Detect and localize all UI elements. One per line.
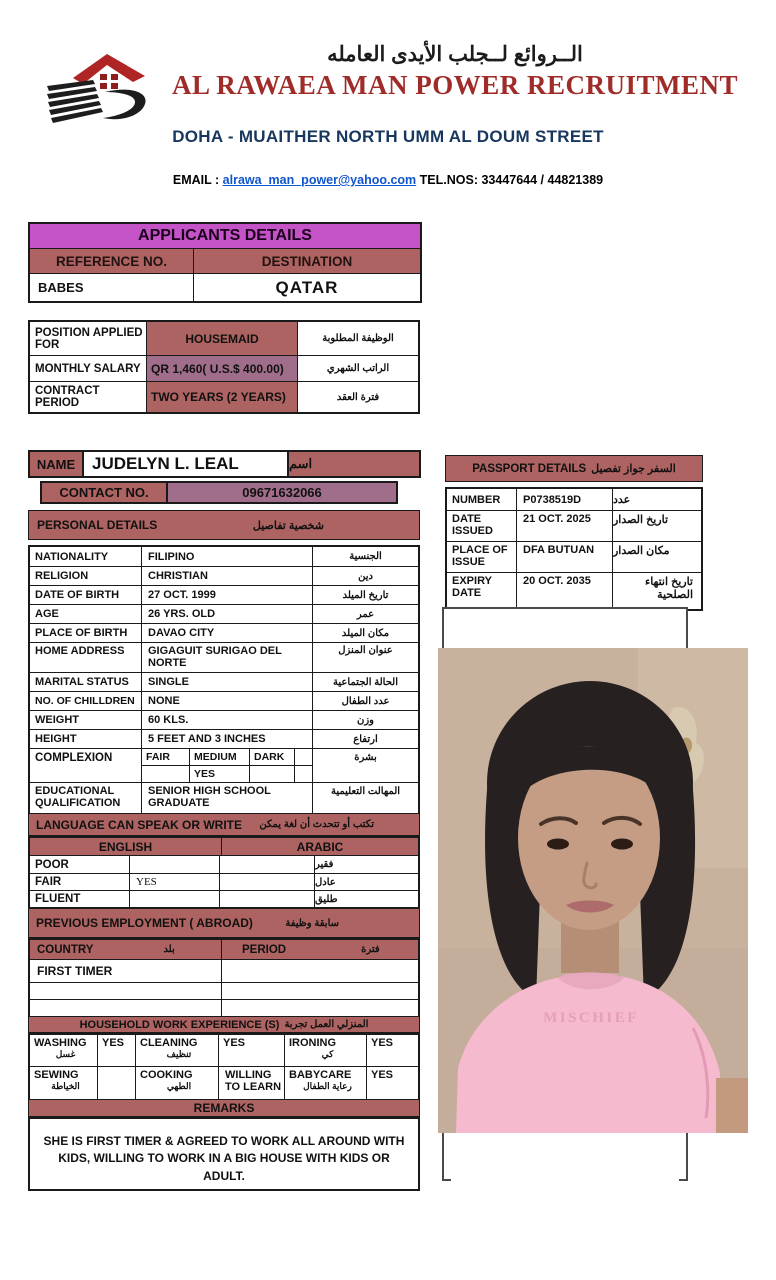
language-level-arabic: فقير <box>315 859 334 870</box>
household-title-arabic: المنزلي العمل تجربة <box>284 1019 369 1030</box>
work-answer: YES <box>98 1035 136 1066</box>
remarks-header: REMARKS <box>28 1099 420 1117</box>
email-label: EMAIL : <box>172 173 220 187</box>
country-header-arabic: بلد <box>163 944 175 955</box>
work-answer: YES <box>219 1035 285 1066</box>
language-level-arabic: طليق <box>315 893 338 905</box>
complexion-option: MEDIUM <box>190 749 250 765</box>
passport-field-arabic: مكان الصدار <box>613 545 670 557</box>
work-skill: BABYCARE <box>289 1069 352 1081</box>
work-skill-arabic: الخياطة <box>51 1081 80 1091</box>
language-level: FAIR <box>30 874 130 890</box>
language-header <box>28 813 420 836</box>
employment-country <box>30 1000 222 1016</box>
english-column-header: ENGLISH <box>30 838 222 855</box>
passport-field-label: PLACE OF ISSUE <box>447 542 517 572</box>
field-arabic: دين <box>358 570 373 582</box>
work-answer: WILLING TO LEARN <box>219 1067 285 1099</box>
name-label: NAME <box>30 452 84 476</box>
field-label: MARITAL STATUS <box>30 673 142 691</box>
employment-country: FIRST TIMER <box>30 960 222 982</box>
education-row <box>30 782 418 817</box>
field-arabic: ارتفاع <box>353 733 378 745</box>
field-label: PLACE OF BIRTH <box>30 624 142 642</box>
field-value: NONE <box>142 692 313 710</box>
salary-label: MONTHLY SALARY <box>30 356 147 381</box>
company-address: DOHA - MUAITHER NORTH UMM AL DOUM STREET <box>172 127 604 146</box>
passport-field-label: EXPIRY DATE <box>447 573 517 609</box>
passport-field-value: P0738519D <box>517 489 613 510</box>
field-label: HOME ADDRESS <box>30 643 142 672</box>
name-row <box>28 450 421 478</box>
header-arabic-title: الــروائع لــجلب الأيدى العامله <box>327 43 583 66</box>
field-value: DAVAO CITY <box>142 624 313 642</box>
passport-field-value: 21 OCT. 2025 <box>517 511 613 541</box>
complexion-option: DARK <box>250 749 295 765</box>
language-english-value: YES <box>130 874 220 890</box>
employment-period <box>222 960 418 982</box>
position-label: POSITION APPLIED FOR <box>30 322 147 355</box>
household-title: HOUSEHOLD WORK EXPERIENCE (S) <box>79 1018 280 1031</box>
salary-arabic: الراتب الشهري <box>326 363 390 374</box>
field-label: DATE OF BIRTH <box>30 586 142 604</box>
language-level-arabic: عادل <box>315 876 336 888</box>
field-value: 26 YRS. OLD <box>142 605 313 623</box>
passport-field-arabic: عدد <box>613 494 631 506</box>
passport-field-label: NUMBER <box>447 489 517 510</box>
work-skill: WASHING <box>34 1037 87 1049</box>
household-table <box>28 1033 420 1101</box>
complexion-option: FAIR <box>142 749 190 765</box>
company-name: AL RAWAEA MAN POWER RECRUITMENT <box>171 70 739 100</box>
language-english-value <box>130 856 220 873</box>
work-skill: SEWING <box>34 1069 79 1081</box>
previous-employment-title-arabic: سابقة وظيفة <box>285 917 339 929</box>
passport-field-arabic: تاريخ انتهاء الصلحية <box>645 576 693 601</box>
previous-employment-table <box>28 938 420 1018</box>
employment-period <box>222 1000 418 1016</box>
field-label: HEIGHT <box>30 730 142 748</box>
contract-label: CONTRACT PERIOD <box>30 382 147 412</box>
complexion-answer <box>250 766 295 782</box>
field-arabic: عنوان المنزل <box>338 645 393 656</box>
passport-title: PASSPORT DETAILS <box>472 462 587 475</box>
language-table <box>28 836 420 909</box>
work-skill-arabic: رعاية الطفال <box>303 1081 352 1091</box>
applicants-details-table <box>28 222 422 303</box>
field-arabic: الجنسية <box>349 551 382 562</box>
passport-field-arabic: تاريخ الصدار <box>613 514 669 526</box>
remarks-text: SHE IS FIRST TIMER & AGREED TO WORK ALL AROUND WITH KIDS, WILLING TO WORK IN A BIG HOUSE WITH KIDS OR ADULT. <box>28 1117 420 1191</box>
language-arabic-value <box>220 891 315 907</box>
tel-numbers: TEL.NOS: 33447644 / 44821389 <box>419 173 604 187</box>
contract-value: TWO YEARS (2 YEARS) <box>147 382 298 412</box>
contact-row <box>40 481 398 504</box>
employment-period <box>222 983 418 999</box>
field-label: RELIGION <box>30 567 142 585</box>
household-header <box>28 1016 420 1033</box>
personal-details-title: PERSONAL DETAILS <box>37 518 158 532</box>
passport-header <box>445 455 703 482</box>
period-header: PERIOD <box>242 943 287 956</box>
complexion-answer: YES <box>190 766 250 782</box>
contract-arabic: فترة العقد <box>336 391 380 403</box>
language-arabic-value <box>220 856 315 873</box>
work-skill-arabic: تنظيف <box>166 1049 192 1059</box>
work-skill-arabic: غسل <box>55 1049 76 1059</box>
salary-value: QR 1,460( U.S.$ 400.00) <box>147 356 298 381</box>
country-header: COUNTRY <box>37 943 94 956</box>
applicants-details-title: APPLICANTS DETAILS <box>30 224 420 249</box>
passport-field-label: DATE ISSUED <box>447 511 517 541</box>
personal-details-title-arabic: شخصية تفاصيل <box>252 519 324 532</box>
work-answer <box>98 1067 136 1099</box>
field-arabic: عدد الطفال <box>341 695 390 707</box>
shirt-text: MISCHIEF <box>543 1010 639 1026</box>
reference-no-value: BABES <box>30 274 194 301</box>
applicant-photo <box>438 648 748 1133</box>
arabic-column-header: ARABIC <box>296 839 344 854</box>
passport-field-value: 20 OCT. 2035 <box>517 573 613 609</box>
field-label: AGE <box>30 605 142 623</box>
education-value: SENIOR HIGH SCHOOL GRADUATE <box>142 783 313 817</box>
work-answer: YES <box>371 1069 394 1081</box>
passport-table <box>445 487 703 611</box>
personal-details-table <box>28 545 420 819</box>
complexion-answer <box>142 766 190 782</box>
personal-details-header <box>28 510 420 540</box>
previous-employment-title: PREVIOUS EMPLOYMENT ( ABROAD) <box>36 916 253 930</box>
contact-value: 09671632066 <box>168 483 396 502</box>
field-value: GIGAGUIT SURIGAO DEL NORTE <box>142 643 313 672</box>
complexion-label: COMPLEXION <box>30 749 142 782</box>
work-answer: YES <box>371 1037 394 1049</box>
name-value: JUDELYN L. LEAL <box>84 452 289 476</box>
language-title: LANGUAGE CAN SPEAK OR WRITE <box>36 817 243 832</box>
language-arabic-value <box>220 874 315 890</box>
work-skill-arabic: الطهي <box>166 1081 192 1091</box>
field-arabic: الحالة الجتماعية <box>333 676 398 688</box>
contact-label: CONTACT NO. <box>42 483 168 502</box>
field-label: NATIONALITY <box>30 547 142 566</box>
field-value: SINGLE <box>142 673 313 691</box>
complexion-row <box>30 748 418 782</box>
field-value: 27 OCT. 1999 <box>142 586 313 604</box>
previous-employment-header <box>28 908 420 938</box>
field-label: WEIGHT <box>30 711 142 729</box>
field-value: 5 FEET AND 3 INCHES <box>142 730 313 748</box>
work-skill: COOKING <box>140 1069 193 1081</box>
work-skill: IRONING <box>289 1037 337 1049</box>
field-arabic: وزن <box>357 714 375 726</box>
field-value: 60 KLS. <box>142 711 313 729</box>
email-link[interactable]: alrawa_man_power@yahoo.com <box>222 173 417 187</box>
language-level: POOR <box>30 856 130 873</box>
company-logo-icon <box>45 52 157 126</box>
field-arabic: عمر <box>356 608 375 620</box>
position-value: HOUSEMAID <box>147 322 298 355</box>
destination-value: QATAR <box>275 277 339 297</box>
work-skill-arabic: كي <box>321 1049 334 1059</box>
field-value: CHRISTIAN <box>142 567 313 585</box>
passport-title-arabic: السفر جواز تفصيل <box>591 463 676 475</box>
language-english-value <box>130 891 220 907</box>
education-label: EDUCATIONAL QUALIFICATION <box>30 783 142 817</box>
education-arabic: المهالت التعليمية <box>330 786 401 797</box>
contact-line <box>0 173 776 187</box>
period-header-arabic: فترة <box>361 944 380 955</box>
language-level: FLUENT <box>30 891 130 907</box>
language-title-arabic: تكتب أو تتحدث أن لغة يمكن <box>259 819 374 830</box>
complexion-arabic: بشرة <box>354 752 377 763</box>
field-arabic: مكان الميلد <box>341 627 390 639</box>
field-arabic: تاريخ الميلد <box>342 589 389 601</box>
field-label: NO. OF CHILLDREN <box>30 692 142 710</box>
position-arabic: الوظيفة المطلوبة <box>322 333 394 344</box>
field-value: FILIPINO <box>142 547 313 566</box>
name-arabic: اسم <box>289 452 419 476</box>
reference-no-header: REFERENCE NO. <box>30 249 194 273</box>
passport-field-value: DFA BUTUAN <box>517 542 613 572</box>
work-skill: CLEANING <box>140 1037 198 1049</box>
employment-country <box>30 983 222 999</box>
destination-header: DESTINATION <box>261 253 353 269</box>
position-table <box>28 320 420 414</box>
